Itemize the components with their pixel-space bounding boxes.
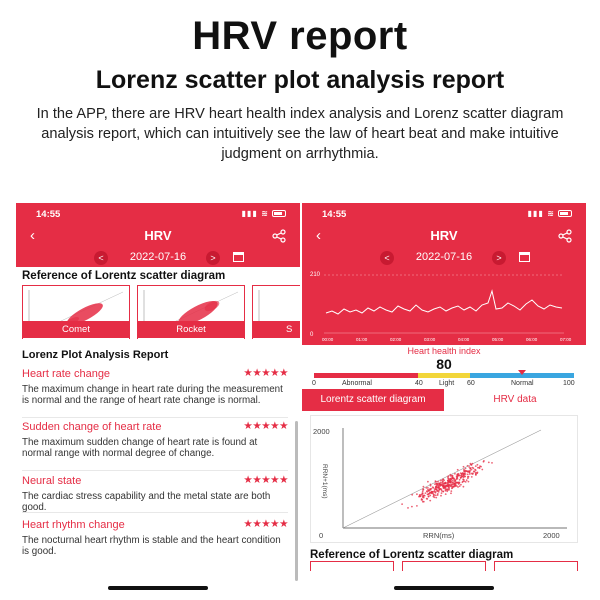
scatter-point — [437, 493, 439, 495]
reference-thumb-3[interactable] — [494, 561, 578, 571]
item-description: The cardiac stress capability and the metal state are both good. — [22, 491, 271, 513]
scatter-point — [457, 469, 459, 471]
nav-bar — [16, 225, 300, 249]
status-bar — [322, 209, 572, 221]
scatter-point — [447, 489, 449, 491]
status-bar — [36, 209, 286, 221]
scatter-point — [429, 500, 431, 502]
item-name: Sudden change of heart rate — [22, 421, 162, 433]
calendar-icon[interactable] — [519, 252, 530, 262]
scatter-point — [465, 473, 467, 475]
scatter-point — [467, 474, 469, 476]
star-rating: ★★★★★ — [243, 474, 288, 486]
scatter-point — [438, 486, 440, 488]
tick-light: Light — [439, 380, 455, 387]
scatter-point — [420, 495, 422, 497]
scatter-ylabel: RRN+1(ms) — [321, 464, 328, 499]
scatter-point — [474, 471, 476, 473]
lorentz-scatter-plot — [311, 416, 579, 544]
scatter-point — [473, 467, 475, 469]
page-subtitle: Lorenz scatter plot analysis report — [95, 66, 505, 94]
chart-time-ticks — [322, 337, 572, 342]
page-description: In the APP, there are HRV heart health index analysis and Lorenz scatter diagram analysis report, which can intuitively see the law of heart beat and make intuitive judgment on arrhythmia. — [36, 106, 564, 162]
scatter-point — [439, 483, 441, 485]
scatter-point — [440, 488, 442, 490]
reference-thumb-1[interactable] — [310, 561, 394, 571]
scatter-point — [466, 470, 468, 472]
tick-abnormal: Abnormal — [342, 380, 372, 387]
item-name: Heart rhythm change — [22, 519, 125, 531]
scatter-point — [464, 475, 466, 477]
segment-abnormal — [314, 373, 418, 378]
scatter-point — [474, 469, 476, 471]
scatter-point — [435, 481, 437, 483]
left-red-header — [16, 203, 300, 267]
scatter-point — [435, 483, 437, 485]
scatter-point — [423, 486, 425, 488]
date-label: 2022-07-16 — [129, 251, 187, 263]
tab-hrv-data[interactable]: HRV data — [444, 389, 586, 411]
scatter-point — [440, 484, 442, 486]
scatter-point — [470, 467, 472, 469]
prev-date-button[interactable]: < — [380, 251, 394, 265]
report-item-heart-rate-change — [22, 368, 288, 418]
scatter-point — [466, 479, 468, 481]
scatter-point — [454, 473, 456, 475]
status-icons: ▮▮▮ ≋ — [528, 209, 572, 218]
scatter-point — [416, 493, 418, 495]
battery-icon — [272, 210, 286, 217]
scatter-point — [462, 481, 464, 483]
right-red-header — [302, 203, 586, 345]
scatter-point — [483, 460, 485, 462]
scatter-point — [433, 496, 435, 498]
tick-100: 100 — [563, 380, 575, 387]
tick-0: 0 — [312, 380, 316, 387]
scatter-point — [447, 486, 449, 488]
scatter-point — [458, 483, 460, 485]
report-title: Lorenz Plot Analysis Report — [22, 349, 169, 361]
scatter-point — [481, 469, 483, 471]
tick-40: 40 — [415, 380, 423, 387]
scatter-point — [420, 494, 422, 496]
lorentz-scatter-card — [310, 415, 578, 543]
scatter-point — [453, 478, 455, 480]
scatter-xmax: 2000 — [543, 531, 560, 540]
scatter-ymax: 2000 — [313, 427, 330, 436]
scatter-point — [475, 474, 477, 476]
scatter-point — [427, 494, 429, 496]
reference-title: Reference of Lorentz scatter diagram — [310, 549, 514, 561]
scatter-point — [440, 495, 442, 497]
time-tick-label: 06:00 — [526, 337, 538, 342]
scatter-point — [463, 486, 465, 488]
hrv-line-chart-svg — [302, 267, 586, 345]
scatter-point — [422, 490, 424, 492]
reference-thumbnails-row — [310, 561, 578, 571]
scatter-point — [423, 494, 425, 496]
scatter-point — [411, 506, 413, 508]
status-time: 14:55 — [322, 209, 347, 220]
report-item-heart-rhythm — [22, 519, 288, 563]
scatter-xlabel: RRN(ms) — [423, 531, 455, 540]
scatter-point — [426, 498, 428, 500]
scatter-point — [426, 491, 428, 493]
chevron-left-icon[interactable]: ‹ — [316, 227, 321, 244]
share-icon[interactable] — [558, 229, 572, 243]
thumbnail-label-third[interactable]: S — [252, 321, 300, 338]
scatter-point — [425, 492, 427, 494]
item-name: Neural state — [22, 475, 82, 487]
report-item-neural-state — [22, 475, 288, 513]
scatter-point — [451, 484, 453, 486]
scatter-point — [445, 486, 447, 488]
share-icon[interactable] — [272, 229, 286, 243]
scatter-point — [437, 481, 439, 483]
scatter-point — [435, 494, 437, 496]
scatter-point — [401, 503, 403, 505]
right-phone-screen — [302, 203, 586, 595]
scatter-point — [421, 499, 423, 501]
nav-title: HRV — [144, 228, 172, 243]
scatter-point — [428, 496, 430, 498]
nav-title: HRV — [430, 228, 458, 243]
scatter-point — [464, 470, 466, 472]
scatter-point — [434, 488, 436, 490]
page-title: HRV report — [192, 14, 408, 58]
scatter-point — [451, 488, 453, 490]
scatter-point — [418, 496, 420, 498]
chevron-left-icon[interactable]: ‹ — [30, 227, 35, 244]
reference-thumb-2[interactable] — [402, 561, 486, 571]
scatter-point — [457, 474, 459, 476]
star-rating: ★★★★★ — [243, 420, 288, 432]
time-tick-label: 01:00 — [356, 337, 368, 342]
scatter-point — [477, 464, 479, 466]
scatter-point — [467, 465, 469, 467]
scatter-point — [445, 483, 447, 485]
scatter-point — [453, 485, 455, 487]
scatter-point — [457, 477, 459, 479]
scatter-point — [422, 492, 424, 494]
reference-title: Reference of Lorentz scatter diagram — [22, 270, 226, 282]
scatter-point — [422, 501, 424, 503]
heart-health-value: 80 — [436, 356, 452, 372]
scatter-point — [442, 480, 444, 482]
scatter-point — [491, 462, 493, 464]
scatter-point — [462, 476, 464, 478]
scatter-point — [450, 482, 452, 484]
scatter-point — [429, 489, 431, 491]
next-date-button[interactable]: > — [206, 251, 220, 265]
date-bar — [302, 249, 586, 267]
scatter-point — [475, 465, 477, 467]
time-tick-label: 02:00 — [390, 337, 402, 342]
scatter-point — [477, 467, 479, 469]
scatter-point — [441, 482, 443, 484]
scatter-point — [436, 485, 438, 487]
scatter-point — [471, 476, 473, 478]
scatter-point — [452, 480, 454, 482]
scatter-point — [447, 480, 449, 482]
scatter-point — [479, 465, 481, 467]
calendar-icon[interactable] — [233, 252, 244, 262]
time-tick-label: 07:00 — [560, 337, 572, 342]
hrv-line-chart — [302, 267, 586, 345]
report-item-sudden-change — [22, 421, 288, 471]
tab-lorentz-scatter[interactable]: Lorentz scatter diagram — [302, 389, 444, 411]
scatter-point — [435, 491, 437, 493]
item-description: The maximum change in heart rate during the measurement is normal and the range of heart rate change is normal. — [22, 384, 283, 406]
time-tick-label: 04:00 — [458, 337, 470, 342]
scatter-point — [451, 477, 453, 479]
scatter-point — [460, 484, 462, 486]
scatter-point — [460, 472, 462, 474]
scrollbar[interactable] — [295, 421, 298, 581]
thumbnail-label-rocket[interactable]: Rocket — [137, 321, 245, 338]
status-time: 14:55 — [36, 209, 61, 220]
scatter-point — [477, 472, 479, 474]
scatter-point — [447, 477, 449, 479]
scatter-point — [416, 505, 418, 507]
scatter-point — [450, 490, 452, 492]
item-description: The nocturnal heart rhythm is stable and the heart condition is good. — [22, 535, 281, 557]
prev-date-button[interactable]: < — [94, 251, 108, 265]
scatter-point — [433, 494, 435, 496]
scatter-point — [450, 475, 452, 477]
chart-ymin: 0 — [310, 332, 314, 338]
scatter-point — [435, 486, 437, 488]
scatter-point — [459, 479, 461, 481]
scatter-point — [447, 484, 449, 486]
left-phone-screen — [16, 203, 300, 595]
scatter-point — [427, 481, 429, 483]
date-label: 2022-07-16 — [415, 251, 473, 263]
time-tick-label: 05:00 — [492, 337, 504, 342]
scatter-point — [429, 495, 431, 497]
scatter-point — [461, 476, 463, 478]
scatter-point — [462, 478, 464, 480]
scatter-point — [459, 475, 461, 477]
scatter-point — [441, 492, 443, 494]
chart-ymax: 210 — [310, 272, 321, 278]
heart-health-label: Heart health index — [407, 346, 481, 356]
scatter-point — [453, 483, 455, 485]
heart-health-index-card — [312, 346, 576, 391]
scatter-point — [407, 507, 409, 509]
date-bar — [16, 249, 300, 267]
scatter-point — [430, 485, 432, 487]
scatter-point — [488, 462, 490, 464]
scatter-point — [450, 492, 452, 494]
heart-health-marker — [518, 370, 526, 375]
scatter-point — [435, 497, 437, 499]
home-indicator[interactable] — [108, 586, 208, 590]
scatter-point — [450, 478, 452, 480]
time-tick-label: 00:00 — [322, 337, 334, 342]
tick-60: 60 — [467, 380, 475, 387]
heart-health-bar — [314, 373, 574, 378]
scatter-point — [465, 468, 467, 470]
scatter-points — [401, 460, 493, 509]
scatter-point — [459, 485, 461, 487]
view-tabs — [302, 389, 586, 411]
tick-normal: Normal — [511, 380, 534, 387]
scatter-origin: 0 — [319, 531, 324, 540]
scatter-point — [411, 494, 413, 496]
next-date-button[interactable]: > — [492, 251, 506, 265]
scatter-point — [451, 486, 453, 488]
scatter-point — [479, 467, 481, 469]
status-icons: ▮▮▮ ≋ — [242, 209, 286, 218]
scatter-point — [469, 472, 471, 474]
star-rating: ★★★★★ — [243, 367, 288, 379]
scatter-point — [463, 466, 465, 468]
nav-bar — [302, 225, 586, 249]
home-indicator[interactable] — [394, 586, 494, 590]
scatter-point — [432, 492, 434, 494]
thumbnail-label-comet[interactable]: Comet — [22, 321, 130, 338]
scatter-point — [445, 493, 447, 495]
star-rating: ★★★★★ — [243, 518, 288, 530]
scatter-point — [436, 490, 438, 492]
time-tick-label: 03:00 — [424, 337, 436, 342]
item-name: Heart rate change — [22, 368, 111, 380]
scatter-point — [472, 473, 474, 475]
scatter-point — [468, 476, 470, 478]
segment-light — [418, 373, 470, 378]
scatter-point — [427, 487, 429, 489]
scatter-point — [442, 478, 444, 480]
battery-icon — [558, 210, 572, 217]
scatter-point — [468, 481, 470, 483]
scatter-point — [471, 464, 473, 466]
item-description: The maximum sudden change of heart rate is found at normal range with normal degree of change. — [22, 437, 258, 459]
